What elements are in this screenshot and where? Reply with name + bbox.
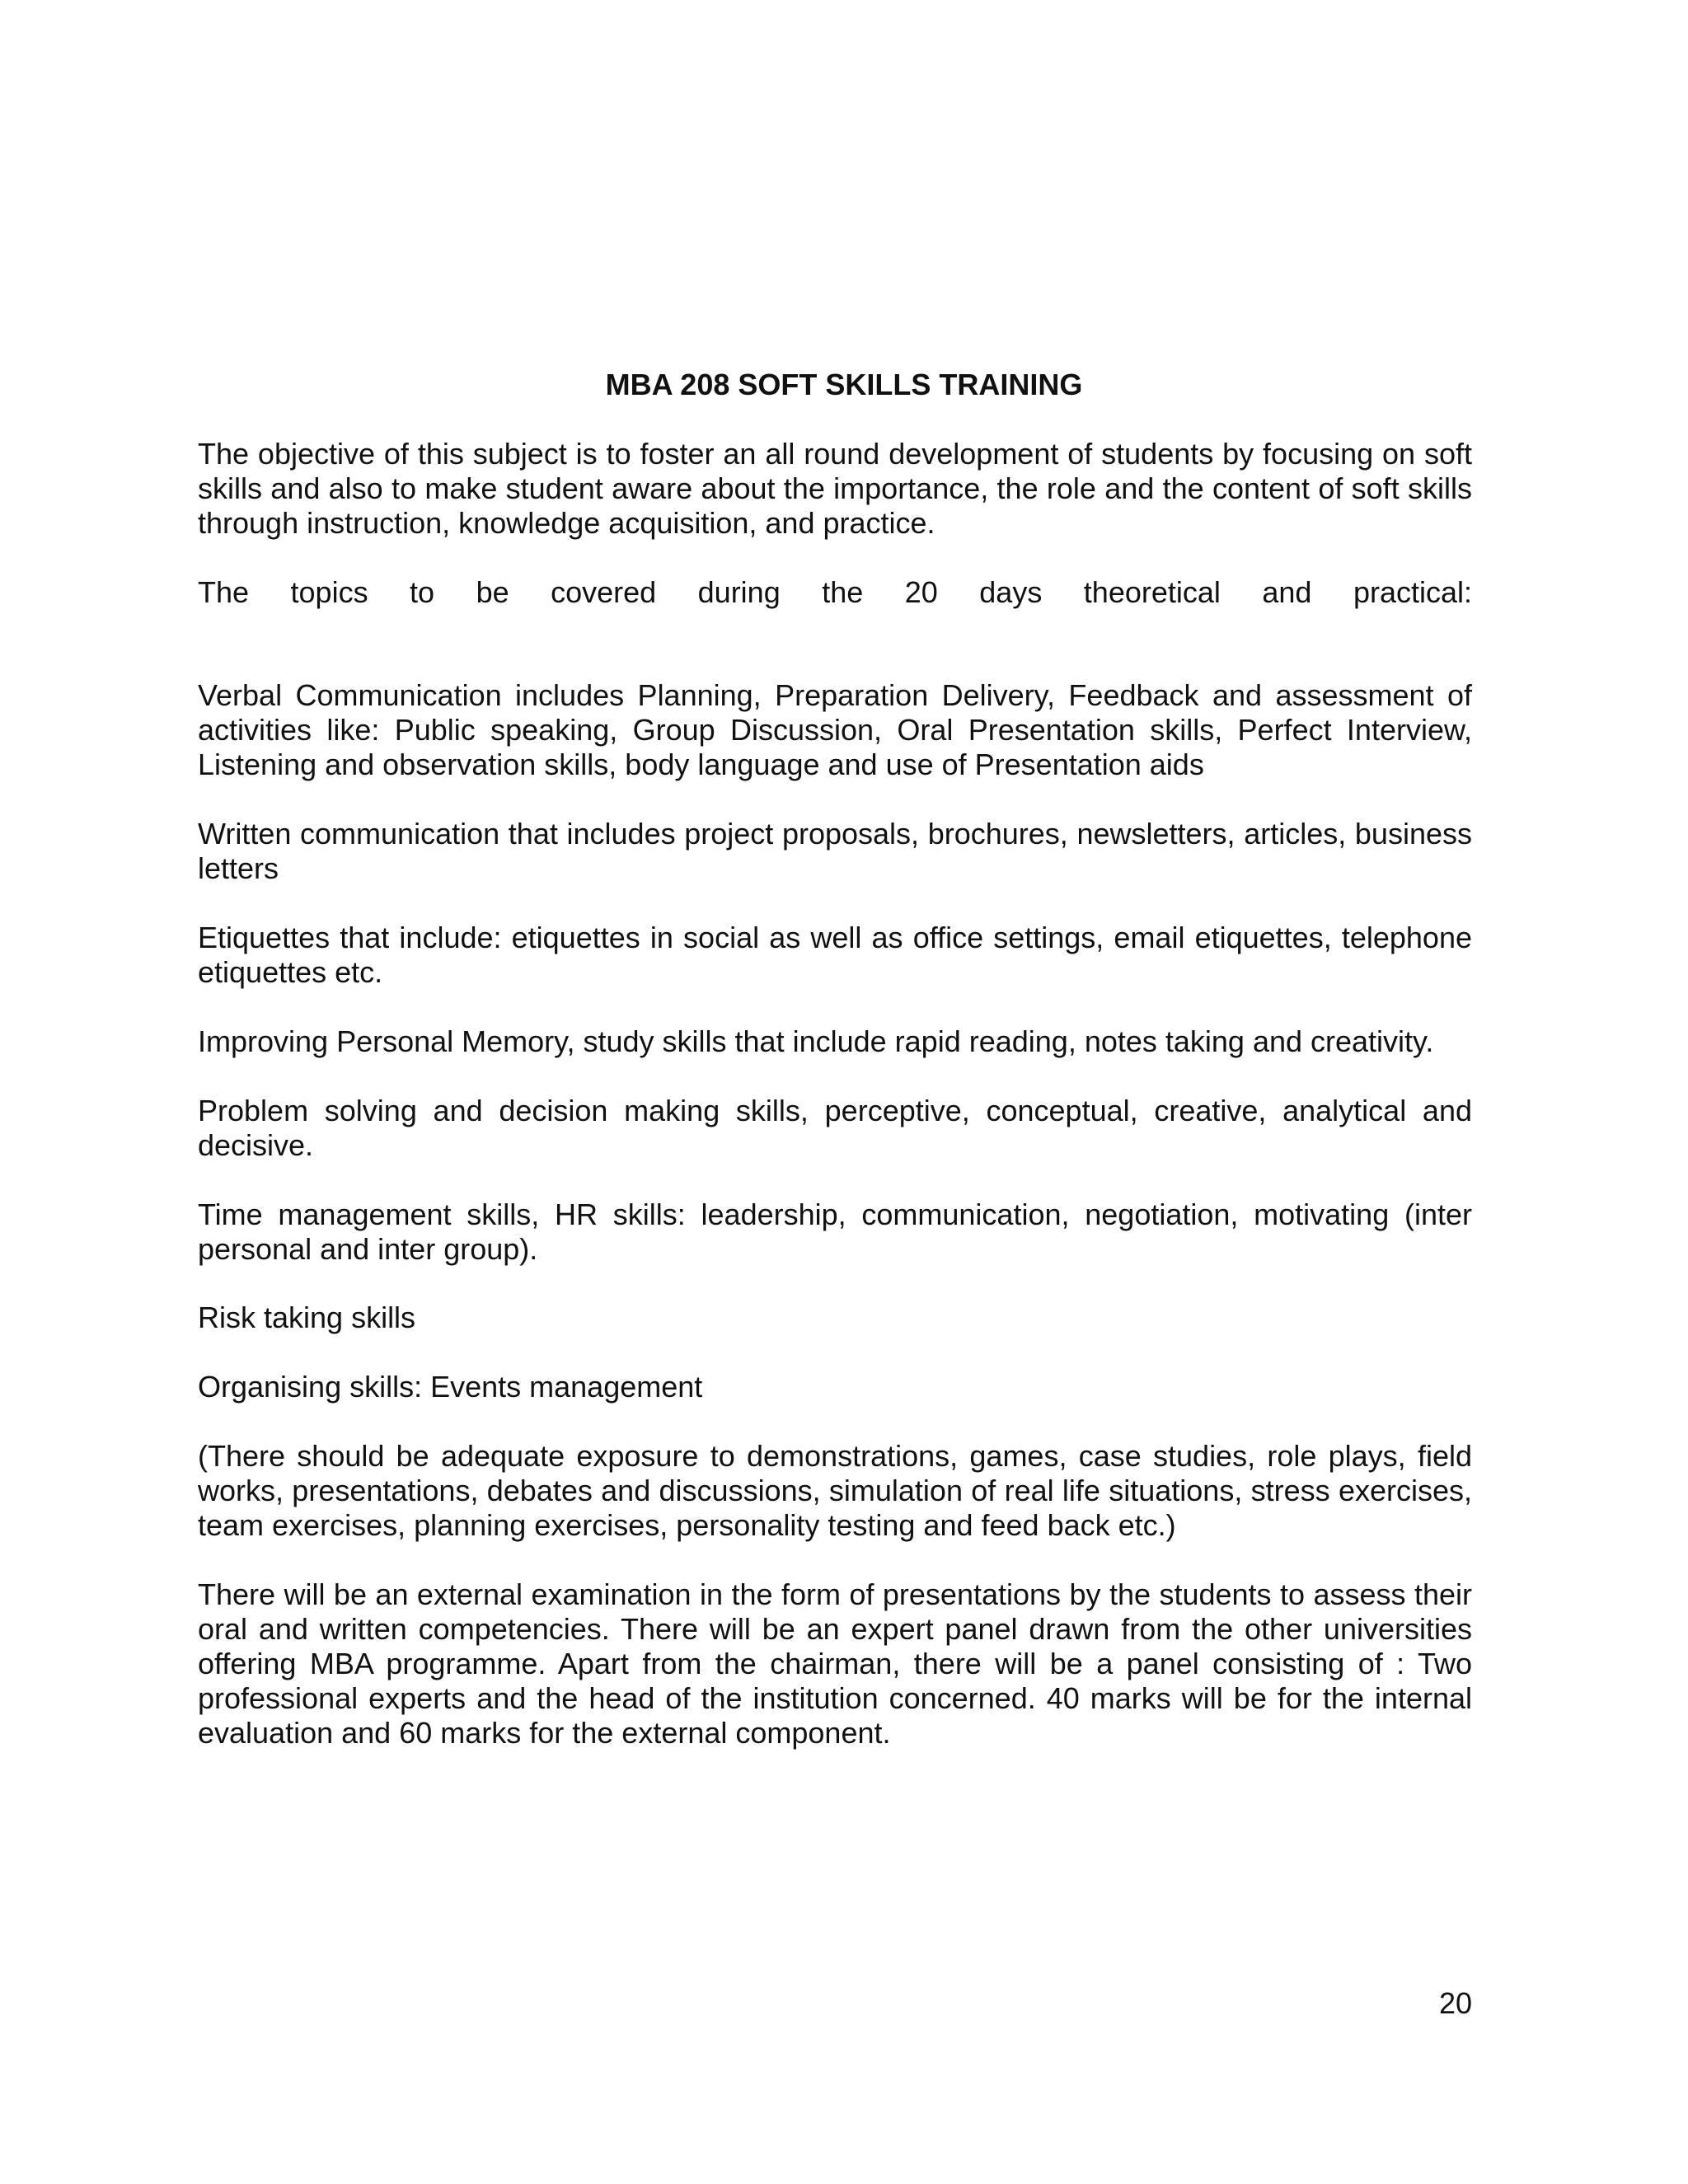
- topics-intro-paragraph: The topics to be covered during the 20 days theoretical and practical:: [198, 575, 1472, 609]
- verbal-communication-paragraph: Verbal Communication includes Planning, Preparation Delivery, Feedback and assessment of activities like: Public speaking, Group Discussion, Oral Presentation skills, Perfect Interview, Listening and observation skills, body language and use of Presentation aids: [198, 678, 1472, 781]
- page-number: 20: [1438, 1986, 1472, 2020]
- objective-paragraph: The objective of this subject is to foster an all round development of students by focusing on soft skills and also to make student aware about the importance, the role and the content of soft skills through instruction, knowledge acquisition, and practice.: [198, 437, 1472, 540]
- organising-skills-paragraph: Organising skills: Events management: [198, 1370, 703, 1404]
- problem-solving-paragraph: Problem solving and decision making skills, perceptive, conceptual, creative, analytical and decisive.: [198, 1094, 1472, 1162]
- page-title: MBA 208 SOFT SKILLS TRAINING: [605, 368, 1083, 401]
- exposure-note-paragraph: (There should be adequate exposure to demonstrations, games, case studies, role plays, field works, presentations, debates and discussions, simulation of real life situations, stress exercises, team exercises, planning exercises, personality testing and feed back etc.): [198, 1439, 1472, 1542]
- risk-taking-paragraph: Risk taking skills: [198, 1301, 416, 1334]
- examination-paragraph: There will be an external examination in the form of presentations by the students to assess their oral and written competencies. There will be an expert panel drawn from the other universities offering MBA programme. Apart from the chairman, there will be a panel consisting of : Two professional experts and the head of the institution concerned. 40 marks will be for the internal evaluation and 60 marks for the external component.: [198, 1577, 1472, 1750]
- personal-memory-paragraph: Improving Personal Memory, study skills that include rapid reading, notes taking and creativity.: [198, 1024, 1434, 1058]
- etiquettes-paragraph: Etiquettes that include: etiquettes in social as well as office settings, email etiquettes, telephone etiquettes etc.: [198, 921, 1472, 989]
- time-management-paragraph: Time management skills, HR skills: leadership, communication, negotiation, motivating (inter personal and inter group).: [198, 1197, 1472, 1266]
- written-communication-paragraph: Written communication that includes project proposals, brochures, newsletters, articles, business letters: [198, 817, 1472, 885]
